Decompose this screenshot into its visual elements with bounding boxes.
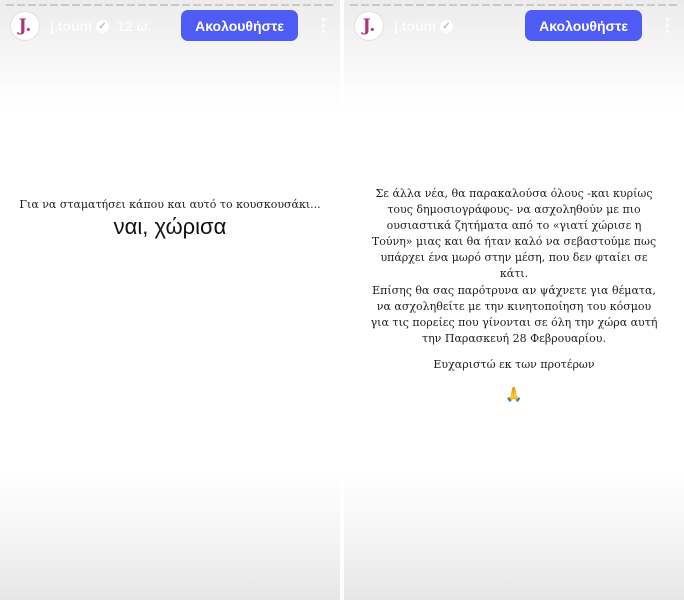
story-progress-bar (350, 4, 678, 6)
story-progress-bar (6, 4, 334, 6)
verified-badge-icon: ✓ (440, 20, 453, 33)
avatar-letter: J. (18, 15, 32, 36)
verified-badge-icon: ✓ (96, 20, 109, 33)
avatar[interactable] (10, 11, 40, 41)
follow-button[interactable]: Ακολουθήστε (181, 10, 298, 41)
story-text-line: Για να σταματήσει κάπου και αυτό το κουσκουσάκι... (19, 198, 321, 211)
story-time: 12 ώ. (117, 18, 152, 34)
story-headline: ναι, χώρισα (113, 214, 227, 239)
praying-hands-icon: 🙏 (505, 386, 523, 402)
story-paragraph: Ευχαριστώ εκ των προτέρων (433, 358, 595, 371)
story-panel-right[interactable] (344, 0, 684, 600)
avatar[interactable] (354, 11, 384, 41)
username[interactable]: j.touni (50, 18, 92, 34)
story-paragraph: Επίσης θα σας παρότρυνα αν ψάχνετε για θέματα, να ασχοληθείτε με την κινητοποίηση του κόσμου για τις πορείες που γίνονται σε όλη την χώρα αυτή την Παρασκευή 28 Φεβρουαρίου. (370, 284, 658, 345)
story-panel-left[interactable] (0, 0, 340, 600)
more-options-icon[interactable] (318, 12, 328, 38)
username[interactable]: j.touni (394, 18, 436, 34)
more-options-icon[interactable] (662, 12, 672, 38)
story-paragraph: Σε άλλα νέα, θα παρακαλούσα όλους -και κυρίως τους δημοσιογράφους- να ασχοληθούν με πιο ουσιαστικά ζητήματα από το «γιατί χώρισε η Τούνη» μιας και θα ήταν καλό να σεβαστούμε πως υπάρχει ένα μωρό στην μέση, που δεν φταίει σε κάτι. (371, 187, 657, 280)
avatar-letter: J. (362, 15, 376, 36)
follow-button[interactable]: Ακολουθήστε (525, 10, 642, 41)
